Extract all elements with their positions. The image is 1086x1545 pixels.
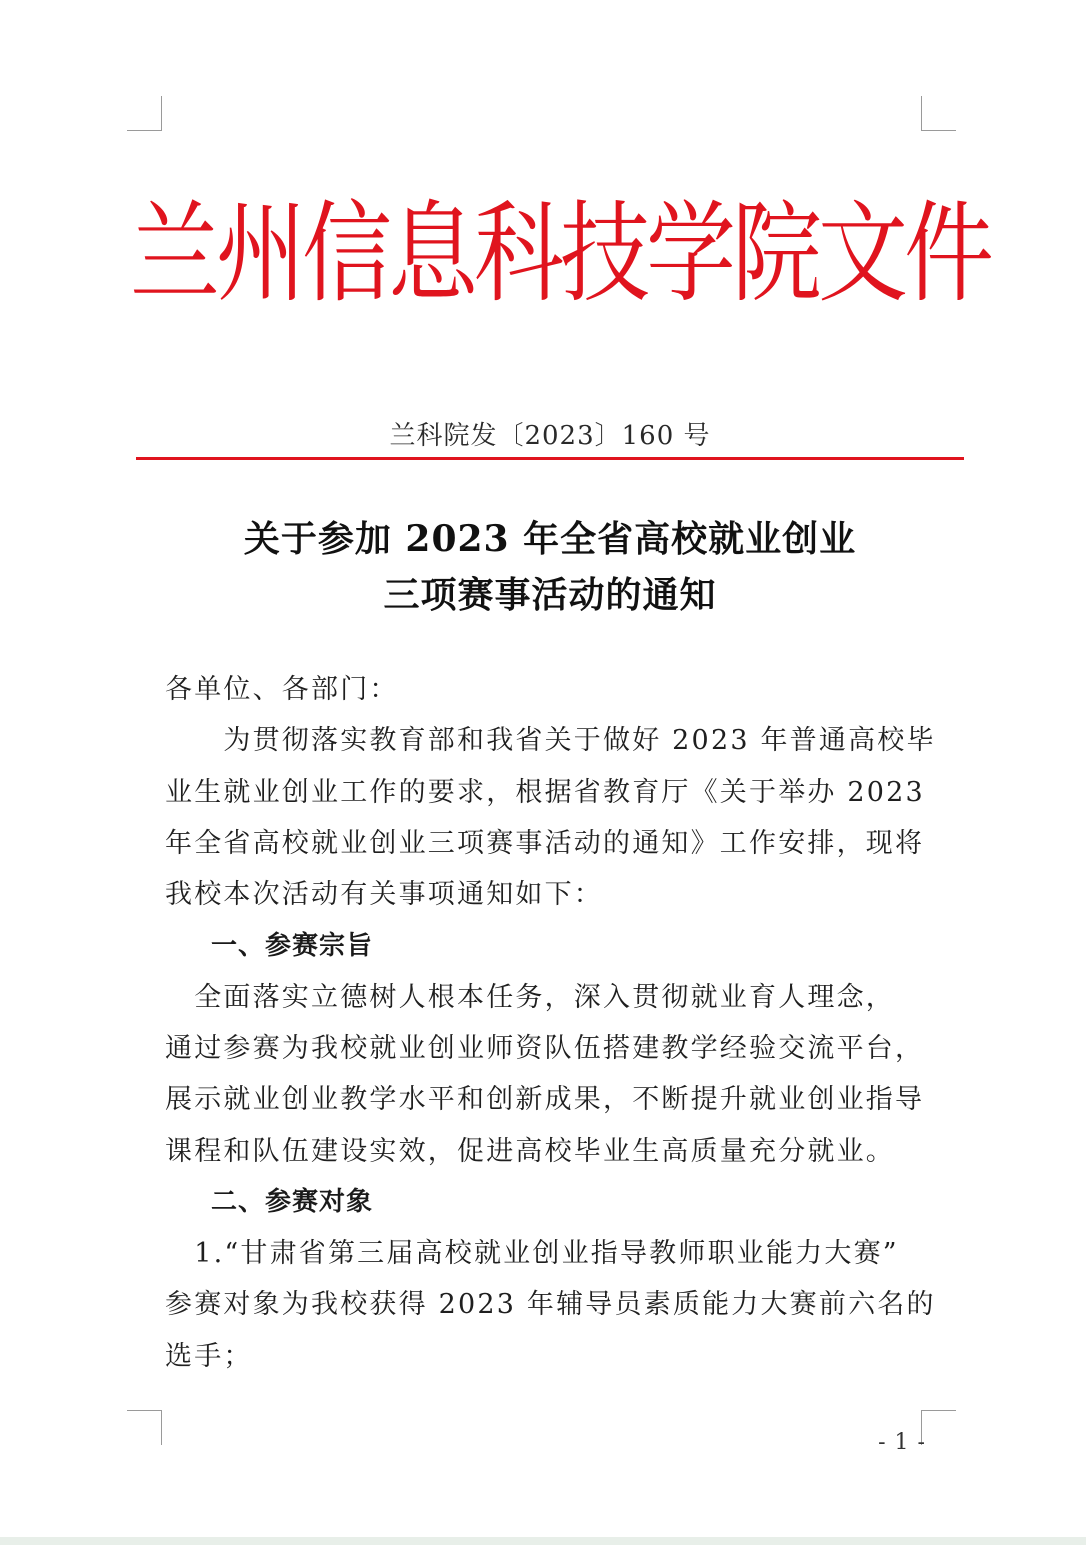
intro-line: 为贯彻落实教育部和我省关于做好 2023 年普通高校毕	[165, 725, 936, 756]
page-bottom-strip	[0, 1537, 1086, 1545]
intro-line: 我校本次活动有关事项通知如下：	[165, 879, 603, 910]
red-separator-line	[136, 457, 964, 460]
intro-line: 业生就业创业工作的要求，根据省教育厅《关于举办 2023	[165, 777, 925, 808]
section2-line: 选手；	[165, 1341, 253, 1372]
intro-line: 年全省高校就业创业三项赛事活动的通知》工作安排，现将	[165, 828, 925, 859]
section2-line: 1.“甘肃省第三届高校就业创业指导教师职业能力大赛”	[165, 1238, 899, 1269]
page-number: - 1 -	[878, 1430, 926, 1455]
notice-title-line-1: 关于参加 2023 年全省高校就业创业	[243, 518, 857, 560]
section2-line: 参赛对象为我校获得 2023 年辅导员素质能力大赛前六名的	[165, 1289, 936, 1320]
section1-line: 全面落实立德树人根本任务，深入贯彻就业育人理念，	[165, 982, 895, 1013]
notice-title-line-2: 三项赛事活动的通知	[383, 574, 717, 616]
document-number: 兰科院发〔2023〕160 号	[389, 421, 711, 451]
section-heading-participants: 二、参赛对象	[211, 1187, 374, 1217]
organization-document-header: 兰州信息科技学院文件	[130, 190, 990, 319]
section-heading-purpose: 一、参赛宗旨	[211, 931, 374, 961]
section1-line: 展示就业创业教学水平和创新成果，不断提升就业创业指导	[165, 1084, 925, 1115]
crop-mark-bottom-left	[127, 1410, 162, 1445]
salutation: 各单位、各部门：	[165, 674, 399, 705]
section1-line: 课程和队伍建设实效，促进高校毕业生高质量充分就业。	[165, 1136, 895, 1167]
section1-line: 通过参赛为我校就业创业师资队伍搭建教学经验交流平台，	[165, 1033, 925, 1064]
crop-mark-top-left	[127, 96, 162, 131]
crop-mark-top-right	[921, 96, 956, 131]
